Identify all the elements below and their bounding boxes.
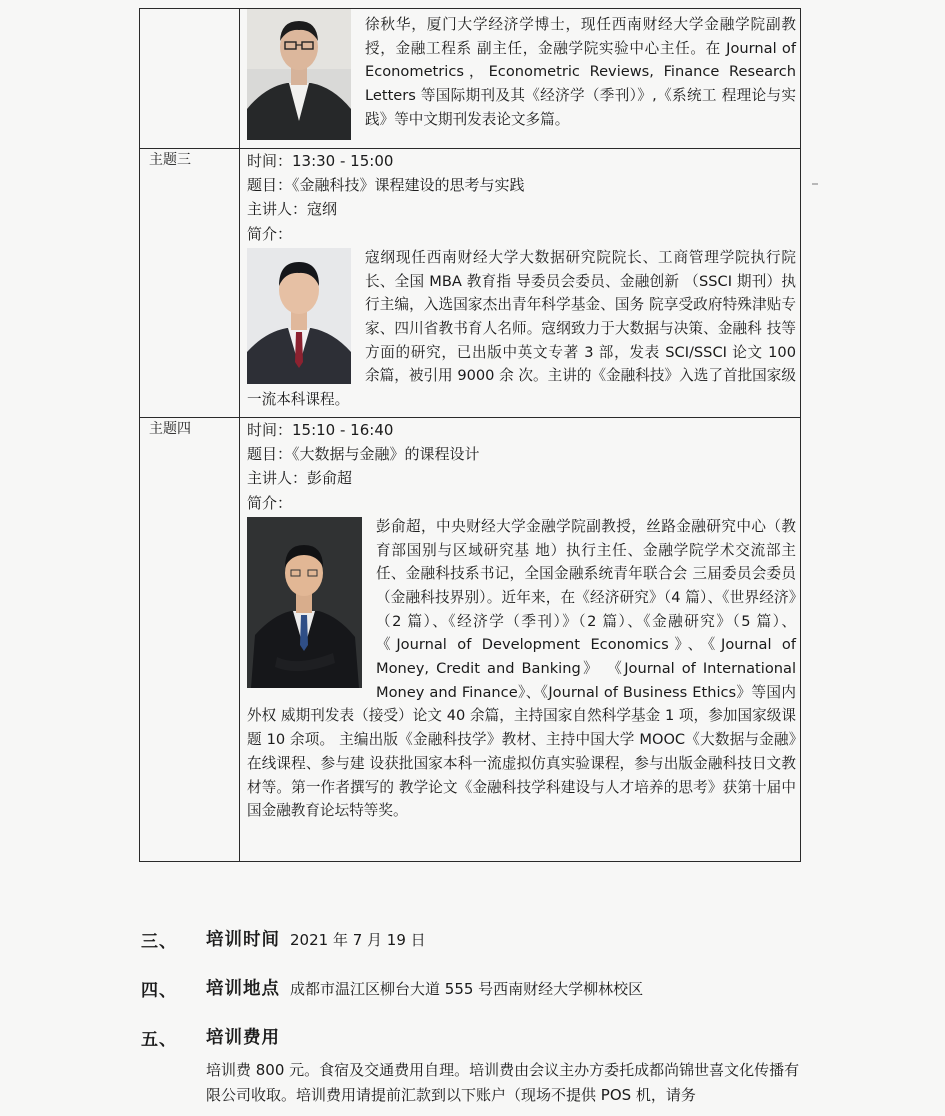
topic-label: 主题三	[140, 149, 240, 418]
section-number: 三、	[141, 932, 177, 952]
topic-label: 主题四	[140, 418, 240, 862]
speaker-bio: 彭俞超，中央财经大学金融学院副教授，丝路金融研究中心（教育部国别与区域研究基 地）执行主任、金融学院学术交流部主任、金融科技系书记，全国金融系统青年联合会 三届委员会委员（金融科技界别）。近年来，在《经济研究》（4 篇）、《世界经济》（2 篇）、《经济学（季刊）》（2 篇）、《金融研究》（5 篇）、《Journal of Development Economics》、《Journal of Money, Credit and Banking》 《Journal of International Money and Finance》、《Journal of Business Ethics》等国内外权 威期刊发表（接受）论文 40 余篇，主持国家自然科学基金 1 项，参加国家级课题 10 余项。 主编出版《金融科技学》教材、主持中国大学 MOOC《大数据与金融》在线课程、参与建 设获批国家本科一流虚拟仿真实验课程，参与出版金融科技日文教材等。第一作者撰写的 教学论文《金融科技学科建设与人才培养的思考》获第十届中国金融教育论坛特等奖。	[247, 517, 796, 820]
section-number: 五、	[141, 1030, 177, 1050]
section-title: 培训费用	[206, 1028, 280, 1048]
session-title: 题目：《大数据与金融》的课程设计	[247, 445, 480, 464]
session-time: 时间：13:30 - 15:00	[247, 152, 394, 170]
fee-text: 培训费 800 元。食宿及交通费用自理。培训费由会议主办方委托成都尚锦世喜文化传播有限公司收取。培训费用请提前汇款到以下账户（现场不提供 POS 机，请务	[206, 1061, 800, 1104]
section-text: 2021 年 7 月 19 日	[290, 931, 426, 949]
intro-label: 简介：	[247, 493, 293, 512]
session-time: 时间：15:10 - 16:40	[247, 421, 394, 439]
scan-speck	[812, 183, 818, 185]
session-speaker: 主讲人：寇纲	[247, 200, 338, 219]
intro-label: 简介：	[247, 224, 293, 243]
speaker-bio: 徐秋华，厦门大学经济学博士，现任西南财经大学金融学院副教授，金融工程系 副主任，金融学院实验中心主任。在 Journal of Econometrics，Econometric Reviews, Finance Research Letters 等国际期刊及其《经济学（季刊）》,《系统工 程理论与实践》等中文期刊发表论文多篇。	[365, 16, 796, 128]
content-cell	[240, 9, 801, 149]
schedule-table	[139, 8, 801, 862]
section-heading	[206, 1024, 280, 1049]
section-title: 培训地点	[206, 979, 280, 999]
speaker-photo-xu	[247, 9, 351, 140]
table-row	[140, 9, 801, 149]
section-heading	[206, 926, 426, 951]
session-title: 题目：《金融科技》课程建设的思考与实践	[247, 176, 525, 195]
section-text: 成都市温江区柳台大道 555 号西南财经大学柳林校区	[290, 980, 644, 998]
section-number: 四、	[141, 981, 177, 1001]
speaker-bio: 寇纲现任西南财经大学大数据研究院院长、工商管理学院执行院长、全国 MBA 教育指 导委员会委员、金融创新 （SSCI 期刊）执行主编，入选国家杰出青年科学基金、国务 院享受政府特殊津贴专家、四川省教书育人名师。寇纲致力于大数据与决策、金融科 技等方面的研究，已出版中英文专著 3 部，发表 SCI/SSCI 论文 100 余篇，被引用 9000 余 次。主讲的《金融科技》入选了首批国家级一流本科课程。	[247, 248, 796, 409]
section-heading	[206, 975, 643, 1000]
table-row	[140, 149, 801, 418]
speaker-photo-peng	[247, 517, 362, 688]
content-cell	[240, 149, 801, 418]
fee-paragraph	[166, 1058, 806, 1107]
section-title: 培训时间	[206, 930, 280, 950]
topic-cell-empty	[140, 9, 240, 149]
speaker-photo-kou	[247, 248, 351, 384]
content-cell	[240, 418, 801, 862]
session-speaker: 主讲人：彭俞超	[247, 469, 353, 488]
table-row	[140, 418, 801, 862]
